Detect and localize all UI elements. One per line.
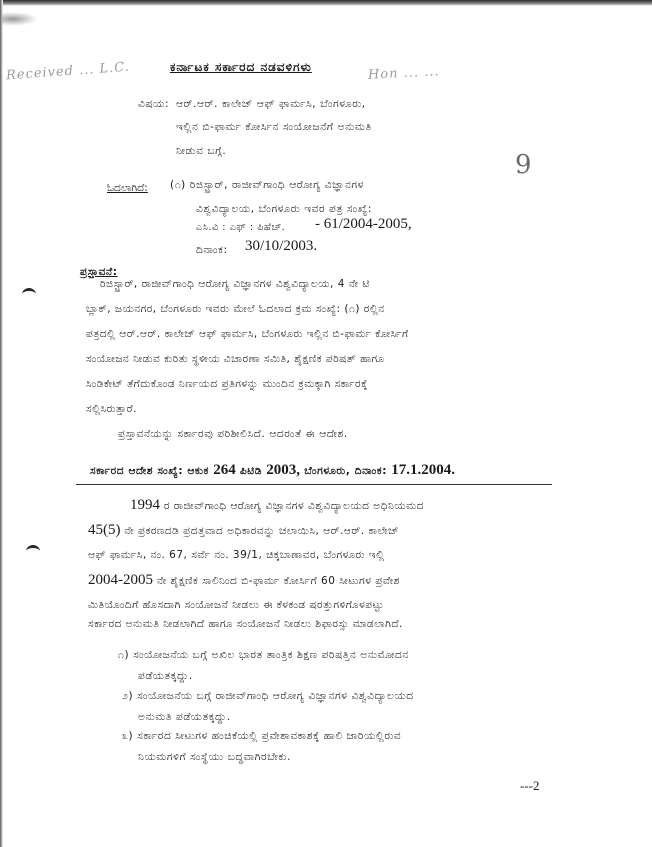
order-line-4: 2004-2005 ನೇ ಶೈಕ್ಷಣಿಕ ಸಾಲಿನಿಂದ ಬಿ-ಫಾರ್ಮ ಕೋರ್ಸಿಗೆ 60 ಸೀಟುಗಳ ಪ್ರವೇಶ [88, 572, 400, 588]
order-date: 17.1.2004. [391, 462, 456, 478]
order-line-6: ಸರ್ಕಾರದ ಅನುಮತಿ ನೀಡಲಾಗಿದೆ ಹಾಗೂ ಸಂಯೋಜನೆ ನೀಡಲು ಶಿಫಾರಸ್ಸು ಮಾಡಲಾಗಿದೆ. [88, 618, 403, 630]
order-line-1: 1994 ರ ರಾಜೀವ್‌ಗಾಂಧಿ ಆರೋಗ್ಯ ವಿಜ್ಞಾನಗಳ ವಿಶ್ವವಿದ್ಯಾಲಯದ ಅಧಿನಿಯಮದ [130, 497, 424, 513]
reference-letter-number: - 61/2004-2005, [315, 216, 412, 232]
margin-number: 9 [515, 150, 533, 180]
preamble-line-4: ಸಂಯೋಜನ ನೀಡುವ ಕುರಿತು ಸ್ಥಳೀಯ ವಿಚಾರಣಾ ಸಮಿತಿ, ಶೈಕ್ಷಣಿಕ ಪರಿಷತ್ ಹಾಗೂ [86, 353, 385, 365]
handwritten-note-left: Received ... L.C. [5, 59, 131, 84]
preamble-line-3: ಪತ್ರದಲ್ಲಿ ಆರ್.ಆರ್. ಕಾಲೇಜ್ ಆಫ್ ಫಾರ್ಮಸಿ, ಬೆಂಗಳೂರು ಇಲ್ಲಿನ ಬಿ-ಫಾರ್ಮ ಕೋರ್ಸಿಗೆ [86, 328, 409, 340]
binder-punch-mark-2 [26, 545, 40, 558]
reference-date-label: ದಿನಾಂಕ: [196, 244, 228, 256]
order-place: ಬೆಂಗಳೂರು, ದಿನಾಂಕ: [304, 465, 388, 477]
reference-line-3-prefix: ಎಸಿ.ವಿ : ಎಫ್ : ಪಿಹೆಚ್. [196, 222, 286, 233]
scan-corner-smudge [2, 12, 38, 26]
condition-1: ೧) ಸಂಯೋಜನೆಯ ಬಗ್ಗೆ ಅಖಿಲ ಭಾರತ ತಾಂತ್ರಿಕ ಶಿಕ್ಷಣ ಪರಿಷತ್ತಿನ ಅನುಮೋದನ [118, 649, 409, 661]
subject-line-1: ಆರ್.ಆರ್. ಕಾಲೇಜ್ ಆಫ್ ಫಾರ್ಮಸಿ, ಬೆಂಗಳೂರು, [176, 98, 366, 110]
reference-line-1: (೧) ರಿಜಿಸ್ಟ್ರಾರ್, ರಾಜೀವ್‌ಗಾಂಧಿ ಆರೋಗ್ಯ ವಿಜ್ಞಾನಗಳ [170, 179, 364, 191]
condition-1-cont: ಪಡೆಯತಕ್ಕದ್ದು. [138, 670, 193, 682]
scan-top-edge [0, 0, 652, 6]
document-title: ಕರ್ನಾಟಕ ಸರ್ಕಾರದ ನಡವಳಿಗಳು [170, 60, 312, 74]
reference-line-2: ವಿಶ್ವವಿದ್ಯಾಲಯ, ಬೆಂಗಳೂರು ಇವರ ಪತ್ರ ಸಂಖ್ಯೆ: [196, 203, 373, 215]
binder-punch-mark [22, 288, 36, 301]
order-heading-prefix: ಸರ್ಕಾರದ ಆದೇಶ ಸಂಖ್ಯೆ: ಆಕುಕ [90, 465, 209, 477]
condition-3: ೩) ಸರ್ಕಾರದ ಸೀಟುಗಳ ಹಂಚಿಕೆಯಲ್ಲಿ ಪ್ರವೇಶಾವಕಾಶಕ್ಕೆ ಹಾಲಿ ಜಾರಿಯಲ್ಲಿರುವ [122, 730, 402, 742]
order-line-3: ಆಫ್ ಫಾರ್ಮಸಿ, ನಂ. 67, ಸರ್ವೆ ನಂ. 39/1, ಚಿಕ್ಕಬಾಣಾವರ, ಬೆಂಗಳೂರು ಇಲ್ಲಿ [88, 549, 385, 561]
consideration-text: ಪ್ರಸ್ತಾವನೆಯನ್ನು ಸರ್ಕಾರವು ಪರಿಶೀಲಿಸಿದೆ. ಆದರಂತೆ ಈ ಆದೇಶ. [118, 428, 348, 440]
preamble-line-6: ಸಲ್ಲಿಸಿರುತ್ತಾರೆ. [86, 403, 137, 415]
condition-2: ೨) ಸಂಯೋಜನೆಯ ಬಗ್ಗೆ ರಾಜೀವ್‌ಗಾಂಧಿ ಆರೋಗ್ಯ ವಿಜ್ಞಾನಗಳ ವಿಶ್ವವಿದ್ಯಾಲಯದ [122, 690, 414, 702]
order-number: 264 [213, 462, 236, 478]
preamble-line-1: ರಿಜಿಸ್ಟ್ರಾರ್, ರಾಜೀವ್‌ಗಾಂಧಿ ಆರೋಗ್ಯ ವಿಜ್ಞಾನಗಳ ವಿಶ್ವವಿದ್ಯಾಲಯ, 4 ನೇ ಟಿ [100, 278, 370, 290]
scan-left-edge [0, 0, 3, 847]
order-heading [90, 462, 455, 479]
subject-line-2: ಇಲ್ಲಿನ ಬಿ-ಫಾರ್ಮ ಕೋರ್ಸಿನ ಸಂಯೋಜನೆಗೆ ಅನುಮತಿ [176, 121, 372, 133]
page-number: ---2 [520, 778, 540, 793]
order-heading-underline [76, 484, 552, 485]
order-year: 2003, [266, 462, 300, 478]
subject-label: ವಿಷಯ: [138, 98, 170, 110]
condition-3-cont: ನಿಯಮಗಳಿಗೆ ಸಂಸ್ಥೆಯು ಬದ್ಧವಾಗಿರಬೇಕು. [138, 751, 292, 763]
handwritten-note-right: Hon ... ... [367, 64, 440, 83]
condition-2-cont: ಅನುಮತಿ ಪಡೆಯತಕ್ಕದ್ದು. [138, 711, 231, 723]
order-line-2: 45(5) ನೇ ಪ್ರಕರಣದಡಿ ಪ್ರದತ್ತವಾದ ಅಧಿಕಾರವನ್ನು ಚಲಾಯಿಸಿ, ಆರ್.ಆರ್. ಕಾಲೇಜ್ [88, 522, 400, 538]
reference-label: ಓದಲಾಗಿದೆ: [107, 182, 148, 194]
reference-date-value: 30/10/2003. [245, 238, 318, 254]
subject-line-3: ನೀಡುವ ಬಗ್ಗೆ. [176, 145, 227, 157]
preamble-heading: ಪ್ರಸ್ತಾವನೆ: [80, 266, 118, 278]
preamble-line-5: ಸಿಂಡಿಕೇಟ್ ತೆಗೆದುಕೊಂಡ ನಿರ್ಣಯದ ಪ್ರತಿಗಳನ್ನು ಮುಂದಿನ ಕ್ರಮಕ್ಕಾಗಿ ಸರ್ಕಾರಕ್ಕೆ [86, 378, 368, 390]
preamble-line-2: ಬ್ಲಾಕ್, ಜಯನಗರ, ಬೆಂಗಳೂರು ಇವರು ಮೇಲೆ ಓದಲಾದ ಕ್ರಮ ಸಂಖ್ಯೆ: (೧) ರಲ್ಲಿನ [86, 303, 385, 315]
order-line-5: ಮಿತಿಯೊಂದಿಗೆ ಹೊಸದಾಗಿ ಸಂಯೋಜನೆ ನೀಡಲು ಈ ಕೆಳಕಂಡ ಷರತ್ತುಗಳಿಗೊಳಪಟ್ಟು [88, 599, 384, 611]
order-heading-middle: ಪಿಟಿಡಿ [239, 465, 262, 477]
